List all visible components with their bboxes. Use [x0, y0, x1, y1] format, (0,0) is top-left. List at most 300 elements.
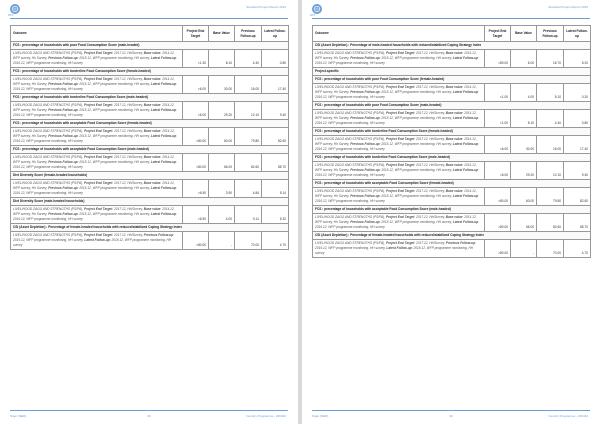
row-description	[313, 50, 485, 68]
description-part: : 2016.12, WFP programme monitoring, HH survey	[315, 194, 479, 203]
description-part: : 2015.12, WFP programme monitoring, HH survey,	[379, 194, 453, 198]
cell-target: >80.00	[183, 128, 209, 146]
description-part: : 2015.12, WFP programme monitoring, HH survey,	[379, 116, 453, 120]
col-header-target: Project End Target	[485, 26, 511, 42]
description-part: Latest Follow-up	[452, 56, 479, 60]
description-part: LIVELIHOOD ZAGO AND STRENGTHS (PS/PA),	[13, 181, 85, 185]
description-part: : 2016.12, WFP programme monitoring, HH survey	[13, 108, 177, 117]
section-title: FCS : percentage of households with borderline Food Consumption Score (male-headed)	[313, 154, 591, 162]
cell-prev: 79.80	[235, 128, 262, 146]
description-part: : 2014.12, WFP survey, Hh Survey,	[315, 111, 477, 120]
cell-target: >80.00	[485, 50, 511, 68]
cell-target: <1.30	[183, 50, 209, 68]
description-part: LIVELIHOOD ZAGO AND STRENGTHS (PS/PA),	[13, 77, 85, 81]
outcome-table-right	[312, 25, 591, 258]
section-row	[11, 172, 289, 180]
description-part: : 2016.12, WFP programme monitoring, HH survey	[315, 220, 479, 229]
description-part: : 2014.12, WFP survey, Hh Survey,	[13, 103, 175, 112]
section-title: FCS : percentage of households with acceptable Food Consumption Score (female-headed)	[313, 180, 591, 188]
description-part: : 2016.12, WFP programme monitoring, HH survey	[13, 160, 177, 169]
description-part: Latest Follow-up	[452, 90, 479, 94]
cell-prev: 70.00	[235, 232, 262, 250]
cell-base: 8.10	[209, 50, 235, 68]
cell-prev: 16.70	[537, 50, 564, 68]
col-header-latest: Latest Follow-up	[262, 26, 289, 42]
footer-divider	[10, 410, 288, 411]
cell-prev: 16.00	[235, 76, 262, 94]
description-part: Base value	[143, 129, 161, 133]
section-title: CSI (Asset Depletion) : Percentage of female-headed households with reduced/stabilized Coping Strategy Index	[11, 224, 289, 232]
description-part: : 2016.12, WFP programme monitoring, HH survey	[13, 56, 177, 65]
description-part: Previous Follow-up	[48, 82, 78, 86]
description-part: Project End Target	[386, 241, 415, 245]
row-description	[313, 136, 485, 154]
row-description	[313, 162, 485, 180]
description-part: Latest Follow-up	[452, 220, 479, 224]
header-title: Standard Project Report 2015	[548, 5, 588, 9]
description-part: Project End Target	[386, 111, 415, 115]
section-row	[11, 42, 289, 50]
col-header-previous: Previous Follow-up	[235, 26, 262, 42]
section-title: FCS : percentage of households with borderline Food Consumption Score (male-headed)	[11, 94, 289, 102]
description-part: LIVELIHOOD ZAGO AND STRENGTHS (PS/PA),	[13, 129, 85, 133]
description-part: Previous Follow-up	[48, 134, 78, 138]
description-part: : 2017.12, Hh/Survey,	[414, 137, 446, 141]
description-part: Base value	[445, 111, 463, 115]
description-part: : 2017.12, Hh/Survey,	[112, 103, 144, 107]
cell-base: -	[209, 232, 235, 250]
description-part: LIVELIHOOD ZAGO AND STRENGTHS (PS/PA),	[13, 51, 85, 55]
table-row	[11, 76, 289, 94]
description-part: Previous Follow-up	[48, 212, 78, 216]
footer-right: Country Programme - 200434	[548, 414, 588, 418]
table-row	[313, 136, 591, 154]
table-row	[313, 110, 591, 128]
description-part: : 2014.12, WFP survey, Hh Survey,	[13, 181, 175, 190]
description-part: Latest Follow-up	[452, 168, 479, 172]
section-row	[11, 68, 289, 76]
cell-base: 60.00	[209, 128, 235, 146]
description-part: Latest Follow-up	[150, 108, 177, 112]
col-header-outcome: Outcome	[11, 26, 183, 42]
description-part: : 2017.12, Hh/Survey,	[414, 51, 446, 55]
description-part: Previous Follow-up	[48, 108, 78, 112]
row-description	[313, 214, 485, 232]
description-part: LIVELIHOOD ZAGO AND STRENGTHS (PS/PA),	[315, 111, 387, 115]
table-row	[11, 206, 289, 224]
cell-latest: 0.20	[564, 84, 591, 102]
header-divider	[10, 18, 288, 19]
description-part: : 2016.12, WFP programme monitoring, HH survey	[315, 116, 479, 125]
col-header-base: Base Value	[511, 26, 537, 42]
description-part: : 2016.12, WFP programme monitoring, HH survey	[315, 56, 479, 65]
description-part: : 2016.12, WFP programme monitoring, HH survey	[13, 134, 177, 143]
description-part: : 2014.12, WFP survey, Hh Survey,	[315, 85, 477, 94]
row-description	[11, 180, 183, 198]
table-row	[11, 154, 289, 172]
description-part: : 2017.12, Hh/Survey,	[414, 215, 446, 219]
description-part: : 2014.12, WFP survey, Hh Survey,	[315, 163, 477, 172]
table-row	[313, 50, 591, 68]
description-part: Latest Follow-up	[150, 186, 177, 190]
table-row	[11, 102, 289, 120]
description-part: Latest Follow-up	[150, 56, 177, 60]
outcome-table-left	[10, 25, 289, 250]
description-part: : 2015.12, WFP programme monitoring, HH survey,	[77, 56, 151, 60]
section-title: Project-specific	[313, 68, 591, 76]
row-description	[313, 188, 485, 206]
cell-latest: 4.70	[262, 232, 289, 250]
description-part: : 2014.12, WFP survey, Hh Survey,	[315, 189, 477, 198]
description-part: Project End Target	[386, 85, 415, 89]
page-left	[0, 0, 298, 424]
description-part: : 2016.12, WFP programme monitoring, HH survey	[315, 142, 479, 151]
cell-base: 4.00	[209, 206, 235, 224]
description-part: Base value	[143, 155, 161, 159]
description-part: Project End Target	[84, 207, 113, 211]
table-row	[11, 50, 289, 68]
section-row	[11, 224, 289, 232]
table-body-left	[11, 42, 289, 250]
description-part: Previous Follow-up	[350, 168, 380, 172]
description-part: : 2015.12, WFP programme monitoring, HH survey,	[77, 212, 151, 216]
table-row	[11, 232, 289, 250]
row-description	[11, 232, 183, 250]
description-part: Project End Target	[84, 77, 113, 81]
col-header-base: Base Value	[209, 26, 235, 42]
description-part: Base value	[445, 163, 463, 167]
description-part: Project End Target	[386, 189, 415, 193]
cell-latest: 9.40	[262, 102, 289, 120]
col-header-outcome: Outcome	[313, 26, 485, 42]
description-part: Project End Target	[84, 103, 113, 107]
section-title: FCS : percentage of households with borderline Food Consumption Score (female-headed)	[11, 68, 289, 76]
section-title: FCS : percentage of households with acceptable Food Consumption Score (male-headed)	[11, 146, 289, 154]
cell-latest: 82.60	[564, 188, 591, 206]
description-part: Base value	[143, 207, 161, 211]
description-part: : 2014.12, WFP survey, Hh Survey,	[13, 129, 175, 138]
description-part: Previous Follow-up	[350, 220, 380, 224]
description-part: LIVELIHOOD ZAGO AND STRENGTHS (PS/PA),	[13, 233, 85, 237]
row-description	[11, 128, 183, 146]
section-title: FCS : percentage of households with poor Food Consumption Score (male-headed)	[313, 102, 591, 110]
cell-base: 29.20	[511, 162, 537, 180]
section-title: FCS : percentage of households with poor Food Consumption Score (male-headed)	[11, 42, 289, 50]
description-part: Project End Target	[84, 155, 113, 159]
cell-prev: 4.40	[537, 110, 564, 128]
cell-target: >80.00	[485, 240, 511, 258]
section-row	[313, 102, 591, 110]
cell-latest: 9.40	[564, 162, 591, 180]
cell-base: 60.00	[511, 188, 537, 206]
description-part: : 2015.12, WFP programme monitoring, HH survey,	[379, 168, 453, 172]
description-part: Latest Follow-up	[452, 194, 479, 198]
cell-prev: 12.10	[235, 102, 262, 120]
description-part: Base value	[445, 51, 463, 55]
cell-prev: 79.80	[537, 188, 564, 206]
cell-target: >80.00	[485, 214, 511, 232]
description-part: Base value	[143, 181, 161, 185]
section-row	[313, 232, 591, 240]
description-part: Project End Target	[386, 51, 415, 55]
cell-target: >80.00	[183, 154, 209, 172]
description-part: LIVELIHOOD ZAGO AND STRENGTHS (PS/PA),	[315, 189, 387, 193]
section-row	[313, 180, 591, 188]
section-title: FCS : percentage of households with acceptable Food Consumption Score (female-headed)	[11, 120, 289, 128]
cell-base: 66.00	[511, 214, 537, 232]
cell-prev: 82.60	[537, 214, 564, 232]
cell-latest: 17.40	[262, 76, 289, 94]
description-part: Previous Follow-up	[350, 56, 380, 60]
description-part: : 2017.12, Hh/Survey,	[414, 85, 446, 89]
table-row	[313, 240, 591, 258]
description-part: : 2017.12, Hh/Survey,	[112, 233, 144, 237]
description-part: : 2014.12, WFP survey, Hh Survey,	[13, 207, 175, 216]
description-part: LIVELIHOOD ZAGO AND STRENGTHS (PS/PA),	[13, 155, 85, 159]
description-part: LIVELIHOOD ZAGO AND STRENGTHS (PS/PA),	[13, 207, 85, 211]
description-part: Project End Target	[84, 129, 113, 133]
description-part: LIVELIHOOD ZAGO AND STRENGTHS (PS/PA),	[315, 137, 387, 141]
description-part: Base value	[445, 215, 463, 219]
footer-divider	[312, 410, 590, 411]
cell-prev: 70.00	[537, 240, 564, 258]
description-part: : 2015.12, WFP programme monitoring, HH survey,	[77, 160, 151, 164]
description-part: : 2017.12, Hh/Survey,	[112, 155, 144, 159]
footer-left: Niger (NER)	[312, 414, 329, 418]
cell-base: 66.00	[209, 154, 235, 172]
footer-right: Country Programme - 200434	[246, 414, 286, 418]
description-part: LIVELIHOOD ZAGO AND STRENGTHS (PS/PA),	[315, 163, 387, 167]
description-part: LIVELIHOOD ZAGO AND STRENGTHS (PS/PA),	[13, 103, 85, 107]
section-row	[313, 68, 591, 76]
description-part: Project End Target	[84, 51, 113, 55]
description-part: : 2015.12, WFP programme monitoring, HH survey,	[77, 82, 151, 86]
row-description	[11, 102, 183, 120]
description-part: Project End Target	[386, 215, 415, 219]
description-part: : 2016.12, WFP programme monitoring, HH survey	[13, 82, 177, 91]
description-part: Previous Follow-up	[350, 194, 380, 198]
description-part: LIVELIHOOD ZAGO AND STRENGTHS (PS/PA),	[315, 241, 387, 245]
description-part: LIVELIHOOD ZAGO AND STRENGTHS (PS/PA),	[315, 215, 387, 219]
description-part: : 2015.12, WFP programme monitoring, HH survey,	[315, 241, 477, 250]
page-number: 30	[449, 414, 453, 418]
cell-target: >80.00	[183, 232, 209, 250]
cell-target: >6.50	[183, 180, 209, 198]
description-part: Previous Follow-up	[48, 56, 78, 60]
description-part: Latest Follow-up	[150, 212, 177, 216]
table-body-right	[313, 42, 591, 258]
cell-target: >6.50	[183, 206, 209, 224]
description-part: Latest Follow-up	[452, 142, 479, 146]
description-part: : 2017.12, Hh/Survey,	[112, 77, 144, 81]
description-part: : 2016.12, WFP programme monitoring, HH survey	[315, 90, 479, 99]
cell-latest: 0.80	[262, 50, 289, 68]
description-part: Previous Follow-up	[350, 116, 380, 120]
description-part: Latest Follow-up	[150, 134, 177, 138]
description-part: : 2014.12, WFP survey, Hh Survey,	[315, 51, 477, 60]
description-part: Latest Follow-up	[386, 246, 412, 250]
description-part: : 2015.12, WFP programme monitoring, HH survey,	[379, 142, 453, 146]
cell-latest: 17.40	[564, 136, 591, 154]
description-part: Base value	[445, 189, 463, 193]
description-part: Latest Follow-up	[452, 116, 479, 120]
section-row	[11, 198, 289, 206]
cell-base: -	[511, 240, 537, 258]
section-row	[313, 206, 591, 214]
table-row	[313, 188, 591, 206]
section-row	[11, 94, 289, 102]
row-description	[11, 206, 183, 224]
header-org: WFP	[8, 14, 14, 17]
cell-base: 3.90	[209, 180, 235, 198]
description-part: Base value	[445, 85, 463, 89]
row-description	[313, 110, 485, 128]
cell-target: >80.00	[485, 188, 511, 206]
description-part: : 2017.12, Hh/Survey,	[112, 181, 144, 185]
table-row	[11, 180, 289, 198]
cell-target: <6.00	[183, 102, 209, 120]
description-part: Base value	[445, 137, 463, 141]
description-part: : 2017.12, Hh/Survey,	[112, 207, 144, 211]
section-title: CSI (Asset Depletion) : Percentage of female-headed households with reduced/stabilized Coping Strategy Index	[313, 232, 591, 240]
header-divider	[312, 18, 590, 19]
section-row	[313, 76, 591, 84]
cell-prev: 8.10	[537, 84, 564, 102]
section-row	[11, 146, 289, 154]
section-title: Diet Diversity Score (male-headed households)	[11, 198, 289, 206]
cell-base: 8.10	[511, 110, 537, 128]
page-right	[302, 0, 600, 424]
cell-latest: 85.70	[564, 214, 591, 232]
col-header-target: Project End Target	[183, 26, 209, 42]
description-part: LIVELIHOOD ZAGO AND STRENGTHS (PS/PA),	[315, 51, 387, 55]
description-part: : 2016.12, WFP programme monitoring, HH survey	[13, 212, 177, 221]
section-row	[313, 42, 591, 50]
cell-prev: 4.40	[235, 50, 262, 68]
table-header-row	[313, 26, 591, 42]
cell-target: <1.00	[485, 84, 511, 102]
description-part: : 2016.12, WFP programme monitoring, HH survey	[13, 186, 177, 195]
cell-latest: 5.14	[262, 180, 289, 198]
cell-prev: 4.84	[235, 180, 262, 198]
cell-prev: 82.60	[235, 154, 262, 172]
cell-latest: 5.32	[262, 206, 289, 224]
cell-target: <6.00	[485, 136, 511, 154]
cell-latest: 82.60	[262, 128, 289, 146]
description-part: Previous Follow-up	[350, 142, 380, 146]
section-title: Diet Diversity Score (female-headed households)	[11, 172, 289, 180]
description-part: Latest Follow-up	[150, 82, 177, 86]
cell-latest: 5.20	[564, 50, 591, 68]
description-part: Base value	[143, 77, 161, 81]
section-title: FCS : percentage of households with acceptable Food Consumption Score (male-headed)	[313, 206, 591, 214]
section-title: FCS : percentage of households with borderline Food Consumption Score (female-headed)	[313, 128, 591, 136]
table-row	[313, 162, 591, 180]
cell-prev: 5.11	[235, 206, 262, 224]
description-part: : 2017.12, Hh/Survey,	[112, 51, 144, 55]
wfp-logo-icon	[10, 4, 20, 14]
col-header-latest: Latest Follow-up	[564, 26, 591, 42]
row-description	[313, 240, 485, 258]
row-description	[313, 84, 485, 102]
description-part: Project End Target	[84, 233, 113, 237]
description-part: : 2015.12, WFP programme monitoring, HH survey,	[379, 220, 453, 224]
description-part: Previous Follow-up	[350, 90, 380, 94]
description-part: : 2017.12, Hh/Survey,	[414, 241, 446, 245]
description-part: LIVELIHOOD ZAGO AND STRENGTHS (PS/PA),	[315, 85, 387, 89]
description-part: Previous Follow-up	[445, 241, 476, 245]
cell-base: 30.00	[209, 76, 235, 94]
header-title: Standard Project Report 2015	[246, 5, 286, 9]
description-part: Base value	[143, 103, 161, 107]
description-part: : 2017.12, Hh/Survey,	[414, 189, 446, 193]
description-part: : 2015.12, WFP programme monitoring, HH survey,	[379, 56, 453, 60]
description-part: Previous Follow-up	[48, 186, 78, 190]
description-part: Previous Follow-up	[48, 160, 78, 164]
page-number: 29	[147, 414, 151, 418]
description-part: Project End Target	[84, 181, 113, 185]
description-part: : 2014.12, WFP survey, Hh Survey,	[315, 137, 477, 146]
description-part: Latest Follow-up	[84, 238, 110, 242]
cell-latest: 0.80	[564, 110, 591, 128]
section-title: FCS : percentage of households with poor Food Consumption Score (female-headed)	[313, 76, 591, 84]
cell-base: 6.00	[511, 50, 537, 68]
description-part: : 2014.12, WFP survey, Hh Survey,	[13, 51, 175, 60]
footer-left: Niger (NER)	[10, 414, 27, 418]
cell-base: 29.20	[209, 102, 235, 120]
description-part: : 2014.12, WFP survey, Hh Survey,	[13, 77, 175, 86]
table-row	[313, 84, 591, 102]
description-part: : 2015.12, WFP programme monitoring, HH survey,	[13, 233, 175, 242]
description-part: : 2016.12, WFP programme monitoring, HH survey	[315, 246, 474, 255]
col-header-previous: Previous Follow-up	[537, 26, 564, 42]
description-part: : 2014.12, WFP survey, Hh Survey,	[13, 155, 175, 164]
cell-target: <6.00	[183, 76, 209, 94]
cell-target: <6.00	[485, 162, 511, 180]
description-part: : 2015.12, WFP programme monitoring, HH survey,	[77, 108, 151, 112]
table-row	[313, 214, 591, 232]
table-row	[11, 128, 289, 146]
table-header-row	[11, 26, 289, 42]
description-part: : 2016.12, WFP programme monitoring, HH survey	[315, 168, 479, 177]
description-part: Previous Follow-up	[143, 233, 174, 237]
cell-base: 30.00	[511, 136, 537, 154]
row-description	[11, 76, 183, 94]
description-part: : 2017.12, Hh/Survey,	[414, 111, 446, 115]
row-description	[11, 50, 183, 68]
description-part: : 2014.12, WFP survey, Hh Survey,	[315, 215, 477, 224]
cell-prev: 12.10	[537, 162, 564, 180]
description-part: Project End Target	[386, 137, 415, 141]
description-part: Project End Target	[386, 163, 415, 167]
description-part: : 2015.12, WFP programme monitoring, HH survey,	[77, 134, 151, 138]
cell-base: 4.00	[511, 84, 537, 102]
cell-latest: 85.70	[262, 154, 289, 172]
header-org: WFP	[310, 14, 316, 17]
cell-prev: 16.00	[537, 136, 564, 154]
description-part: Latest Follow-up	[150, 160, 177, 164]
section-row	[313, 154, 591, 162]
section-row	[313, 128, 591, 136]
description-part: : 2016.12, WFP programme monitoring, HH survey	[13, 238, 172, 247]
description-part: Base value	[143, 51, 161, 55]
description-part: : 2017.12, Hh/Survey,	[414, 163, 446, 167]
row-description	[11, 154, 183, 172]
cell-latest: 4.70	[564, 240, 591, 258]
description-part: : 2015.12, WFP programme monitoring, HH survey,	[379, 90, 453, 94]
cell-target: <1.00	[485, 110, 511, 128]
description-part: : 2015.12, WFP programme monitoring, HH survey,	[77, 186, 151, 190]
